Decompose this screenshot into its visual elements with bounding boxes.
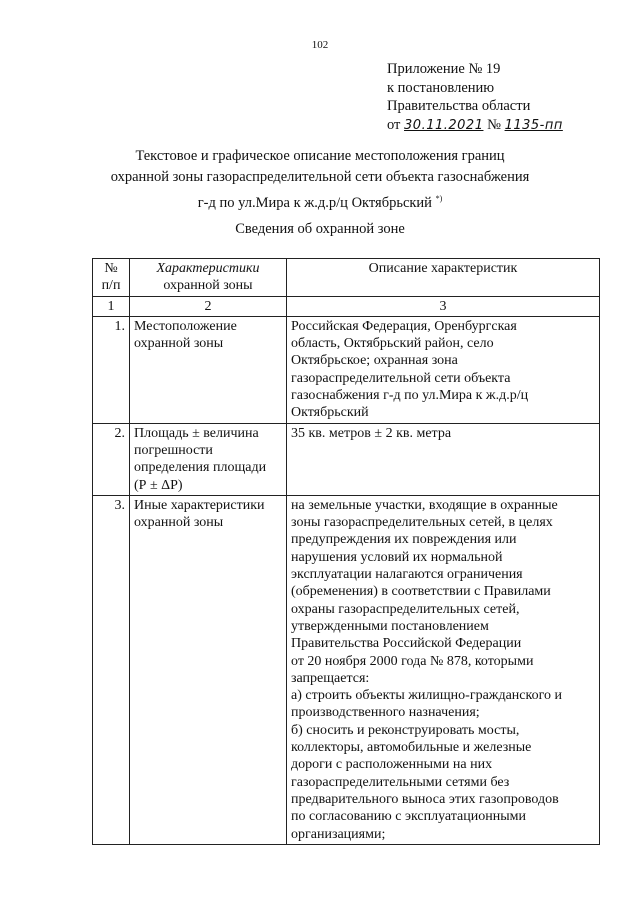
appendix-line-2: к постановлению <box>387 79 495 96</box>
row-characteristic <box>130 495 287 844</box>
row-characteristic <box>130 316 287 423</box>
desc-line: организациями; <box>291 826 386 842</box>
table-row <box>93 316 600 423</box>
handwritten-number: 1135-пп <box>504 117 563 133</box>
desc-line: от 20 ноября 2000 года № 878, которыми <box>291 653 534 669</box>
title-line-3 <box>0 188 640 214</box>
appendix-line-1: Приложение № 19 <box>387 61 501 77</box>
char-line: определения площади <box>134 460 267 476</box>
desc-line: охраны газораспределительных сетей, <box>291 601 520 617</box>
header-description <box>287 259 600 297</box>
desc-line: Октябрьское; охранная зона <box>291 353 458 369</box>
row-description <box>287 316 600 423</box>
desc-line: коллекторы, автомобильные и железные <box>291 740 532 756</box>
desc-line: на земельные участки, входящие в охранные <box>291 497 558 513</box>
char-line: охранной зоны <box>134 515 224 531</box>
title-line-1: Текстовое и графическое описание местоположения границ <box>135 148 505 164</box>
number-prefix: № <box>487 116 501 133</box>
zone-info-table <box>92 258 600 845</box>
desc-line: б) сносить и реконструировать мосты, <box>291 722 520 738</box>
desc-line: Октябрьский <box>291 405 369 421</box>
footnote-mark: *) <box>435 194 443 203</box>
desc-line: предупреждения их повреждения или <box>291 532 517 548</box>
col-number-1: 1 <box>93 296 130 316</box>
desc-line: нарушения условий их нормальной <box>291 549 503 565</box>
desc-line: газораспределительной сети объекта <box>291 370 511 386</box>
appendix-line-3: Правительства области <box>387 98 531 114</box>
appendix-date-line <box>387 116 563 136</box>
date-prefix: от <box>387 116 401 133</box>
desc-line: производственного назначения; <box>291 705 480 721</box>
column-number-row <box>93 296 600 316</box>
col-number-2: 2 <box>130 296 287 316</box>
desc-line: дороги с расположенными на них <box>291 757 493 773</box>
desc-line: а) строить объекты жилищно-гражданского и <box>291 688 562 704</box>
char-line: погрешности <box>134 442 213 458</box>
col-number-3: 3 <box>287 296 600 316</box>
desc-line: Правительства Российской Федерации <box>291 636 522 652</box>
table-row <box>93 495 600 844</box>
desc-line: область, Октябрьский район, село <box>291 336 494 352</box>
document-title <box>0 146 640 214</box>
title-line-3-text: г-д по ул.Мира к ж.д.р/ц Октябрьский <box>197 194 432 211</box>
char-line: (Р ± ΔР) <box>134 477 183 493</box>
header-desc-text: Описание характеристик <box>368 261 518 276</box>
desc-line: зоны газораспределительных сетей, в целях <box>291 515 553 531</box>
row-characteristic <box>130 423 287 495</box>
desc-line: газоснабжения г-д по ул.Мира к ж.д.р/ц <box>291 388 529 404</box>
desc-line: предварительного выноса этих газопроводов <box>291 791 559 807</box>
header-num-line-1: № <box>104 261 118 276</box>
desc-line: по согласованию с эксплуатационными <box>291 809 526 825</box>
char-line: Иные характеристики <box>134 497 265 513</box>
table-header-row <box>93 259 600 297</box>
header-char-line-1: Характеристики <box>156 261 260 276</box>
header-char-line-2: охранной зоны <box>163 278 253 294</box>
header-num-line-2: п/п <box>101 278 121 294</box>
appendix-block <box>387 60 563 135</box>
header-characteristics <box>130 259 287 297</box>
desc-line: Российская Федерация, Оренбургская <box>291 318 517 334</box>
desc-line: (обременения) в соответствии с Правилами <box>291 584 551 600</box>
page-number: 102 <box>311 39 329 51</box>
row-description <box>287 423 600 495</box>
section-subtitle: Сведения об охранной зоне <box>235 221 405 237</box>
header-num <box>93 259 130 297</box>
desc-line: газораспределительными сетями без <box>291 774 510 790</box>
char-line: Площадь ± величина <box>134 425 259 441</box>
row-number: 3. <box>93 495 130 844</box>
desc-line: 35 кв. метров ± 2 кв. метра <box>291 425 452 441</box>
char-line: Местоположение <box>134 318 237 334</box>
desc-line: утвержденными постановлением <box>291 618 489 634</box>
row-number: 2. <box>93 423 130 495</box>
row-number: 1. <box>93 316 130 423</box>
desc-line: запрещается: <box>291 670 370 686</box>
handwritten-date: 30.11.2021 <box>404 117 484 133</box>
char-line: охранной зоны <box>134 336 224 352</box>
table-row <box>93 423 600 495</box>
row-description <box>287 495 600 844</box>
desc-line: эксплуатации налагаются ограничения <box>291 567 523 583</box>
title-line-2: охранной зоны газораспределительной сети объекта газоснабжения <box>110 169 530 185</box>
